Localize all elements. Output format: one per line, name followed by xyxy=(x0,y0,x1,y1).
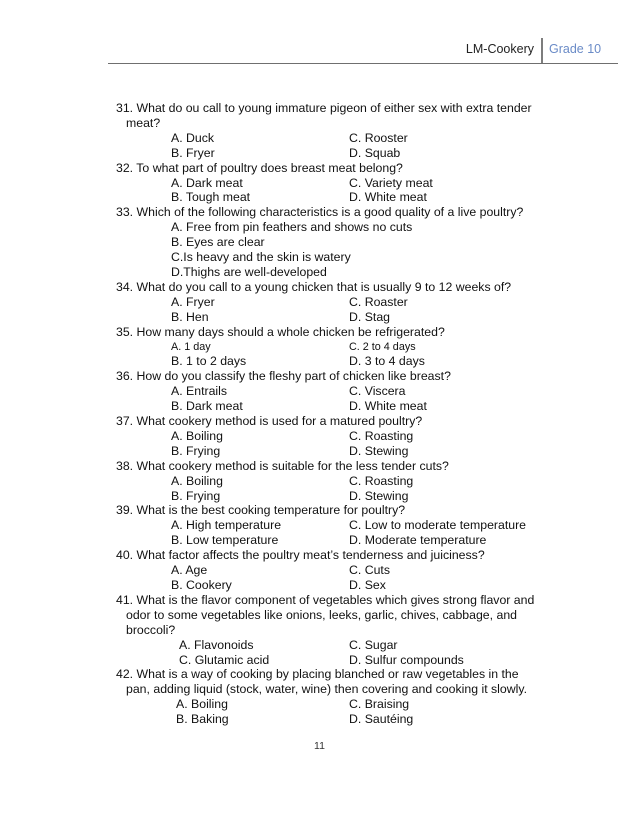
question-text: 33. Which of the following characteristics is a good quality of a live poultry? xyxy=(116,205,524,220)
option-d: D. Stewing xyxy=(349,443,409,458)
option-b: B. Frying xyxy=(171,443,221,458)
question-text: 36. How do you classify the fleshy part of chicken like breast? xyxy=(116,369,451,384)
option-c-glutamic: C. Glutamic acid xyxy=(179,652,270,667)
question-text: 42. What is a way of cooking by placing blanched or raw vegetables in the xyxy=(116,667,519,682)
option-d: D. Sautéing xyxy=(349,712,414,727)
option-d: D. Squab xyxy=(349,145,401,160)
option-b: B. Fryer xyxy=(171,145,215,160)
question-text: 32. To what part of poultry does breast meat belong? xyxy=(116,160,403,175)
option-c: C. Viscera xyxy=(349,384,406,399)
option-b: B. Hen xyxy=(171,309,209,324)
options-grid xyxy=(116,176,586,206)
question-text: 39. What is the best cooking temperature for poultry? xyxy=(116,503,406,518)
option-c: C. Low to moderate temperature xyxy=(349,518,527,533)
page-header xyxy=(108,36,618,64)
question-text: 37. What cookery method is used for a matured poultry? xyxy=(116,414,423,429)
option-a: A. Entrails xyxy=(171,384,228,399)
question-42 xyxy=(116,667,586,727)
question-32 xyxy=(116,161,586,206)
course-title: LM-Cookery xyxy=(465,42,534,56)
option-a: A. High temperature xyxy=(171,518,282,533)
question-41 xyxy=(116,593,586,668)
option-a: A. Boiling xyxy=(171,428,223,443)
options-grid xyxy=(116,131,586,161)
option-a: A. Dark meat xyxy=(171,175,243,190)
option-a: A. Duck xyxy=(171,130,215,145)
option-c: C. Cuts xyxy=(349,563,390,578)
question-38 xyxy=(116,459,586,504)
option-d: D. Sex xyxy=(349,578,386,592)
options-grid xyxy=(116,340,586,370)
question-text: 34. What do you call to a young chicken that is usually 9 to 12 weeks of? xyxy=(116,279,512,294)
option-d: D.Thighs are well-developed xyxy=(171,264,327,279)
option-b: B. Tough meat xyxy=(171,190,251,205)
options-grid xyxy=(116,697,586,727)
option-b: B. 1 to 2 days xyxy=(171,354,247,369)
question-33 xyxy=(116,205,586,280)
option-b: B. Low temperature xyxy=(171,533,279,548)
option-b: B. Cookery xyxy=(171,578,232,592)
option-a: A. 1 day xyxy=(171,340,211,353)
options-grid xyxy=(116,474,586,504)
question-text-continued: pan, adding liquid (stock, water, wine) then covering and cooking it slowly. xyxy=(126,682,528,697)
option-d: D. 3 to 4 days xyxy=(349,354,425,369)
grade-label: Grade 10 xyxy=(549,42,602,56)
options-grid xyxy=(116,563,586,593)
question-text: 41. What is the flavor component of vegetables which gives strong flavor and xyxy=(116,592,535,607)
option-a: A. Age xyxy=(171,563,208,578)
option-c: C. 2 to 4 days xyxy=(349,340,416,353)
question-36 xyxy=(116,369,586,414)
question-40 xyxy=(116,548,586,593)
option-d: D. White meat xyxy=(349,399,427,414)
options-grid xyxy=(116,295,586,325)
option-d: D. White meat xyxy=(349,190,427,205)
option-b: B. Dark meat xyxy=(171,399,243,414)
option-a: A. Boiling xyxy=(171,473,223,488)
option-a: A. Boiling xyxy=(176,697,228,712)
option-c: C. Braising xyxy=(349,697,410,712)
options-grid xyxy=(116,429,586,459)
question-37 xyxy=(116,414,586,459)
option-a: A. Flavonoids xyxy=(179,637,254,652)
page-number: 11 xyxy=(314,740,325,752)
question-text: 40. What factor affects the poultry meat’s tenderness and juiciness? xyxy=(116,548,485,563)
question-35 xyxy=(116,325,586,370)
option-a: A. Fryer xyxy=(171,294,215,309)
option-d: D. Moderate temperature xyxy=(349,533,487,548)
option-c: C. Sugar xyxy=(349,637,398,652)
header-divider xyxy=(541,38,543,64)
question-39 xyxy=(116,503,586,548)
question-text-continued: meat? xyxy=(126,115,161,130)
option-d: D. Stewing xyxy=(349,488,409,503)
options-grid xyxy=(116,518,586,548)
option-c: C. Roaster xyxy=(349,294,408,309)
question-text: 31. What do ou call to young immature pigeon of either sex with extra tender xyxy=(116,101,532,115)
header-rule xyxy=(108,63,618,64)
option-d: D. Sulfur compounds xyxy=(349,652,464,667)
option-c: C. Roasting xyxy=(349,428,414,443)
question-text-continued: broccoli? xyxy=(126,622,176,637)
option-b: B. Baking xyxy=(176,712,229,727)
option-b: B. Frying xyxy=(171,488,221,503)
question-text-continued: odor to some vegetables like onions, leeks, garlic, chives, cabbage, and xyxy=(126,607,517,622)
question-34 xyxy=(116,280,586,325)
question-list xyxy=(116,101,586,727)
option-a: A. Free from pin feathers and shows no cuts xyxy=(171,220,413,235)
question-text: 38. What cookery method is suitable for the less tender cuts? xyxy=(116,458,449,473)
option-d: D. Stag xyxy=(349,309,391,324)
question-31 xyxy=(116,101,586,161)
option-c: C. Variety meat xyxy=(349,175,433,190)
option-c: C. Rooster xyxy=(349,130,408,145)
question-text: 35. How many days should a whole chicken be refrigerated? xyxy=(116,324,445,339)
option-c: C.Is heavy and the skin is watery xyxy=(171,250,351,265)
options-grid xyxy=(116,384,586,414)
option-c: C. Roasting xyxy=(349,473,414,488)
option-b: B. Eyes are clear xyxy=(171,235,265,250)
options-grid xyxy=(116,638,586,668)
